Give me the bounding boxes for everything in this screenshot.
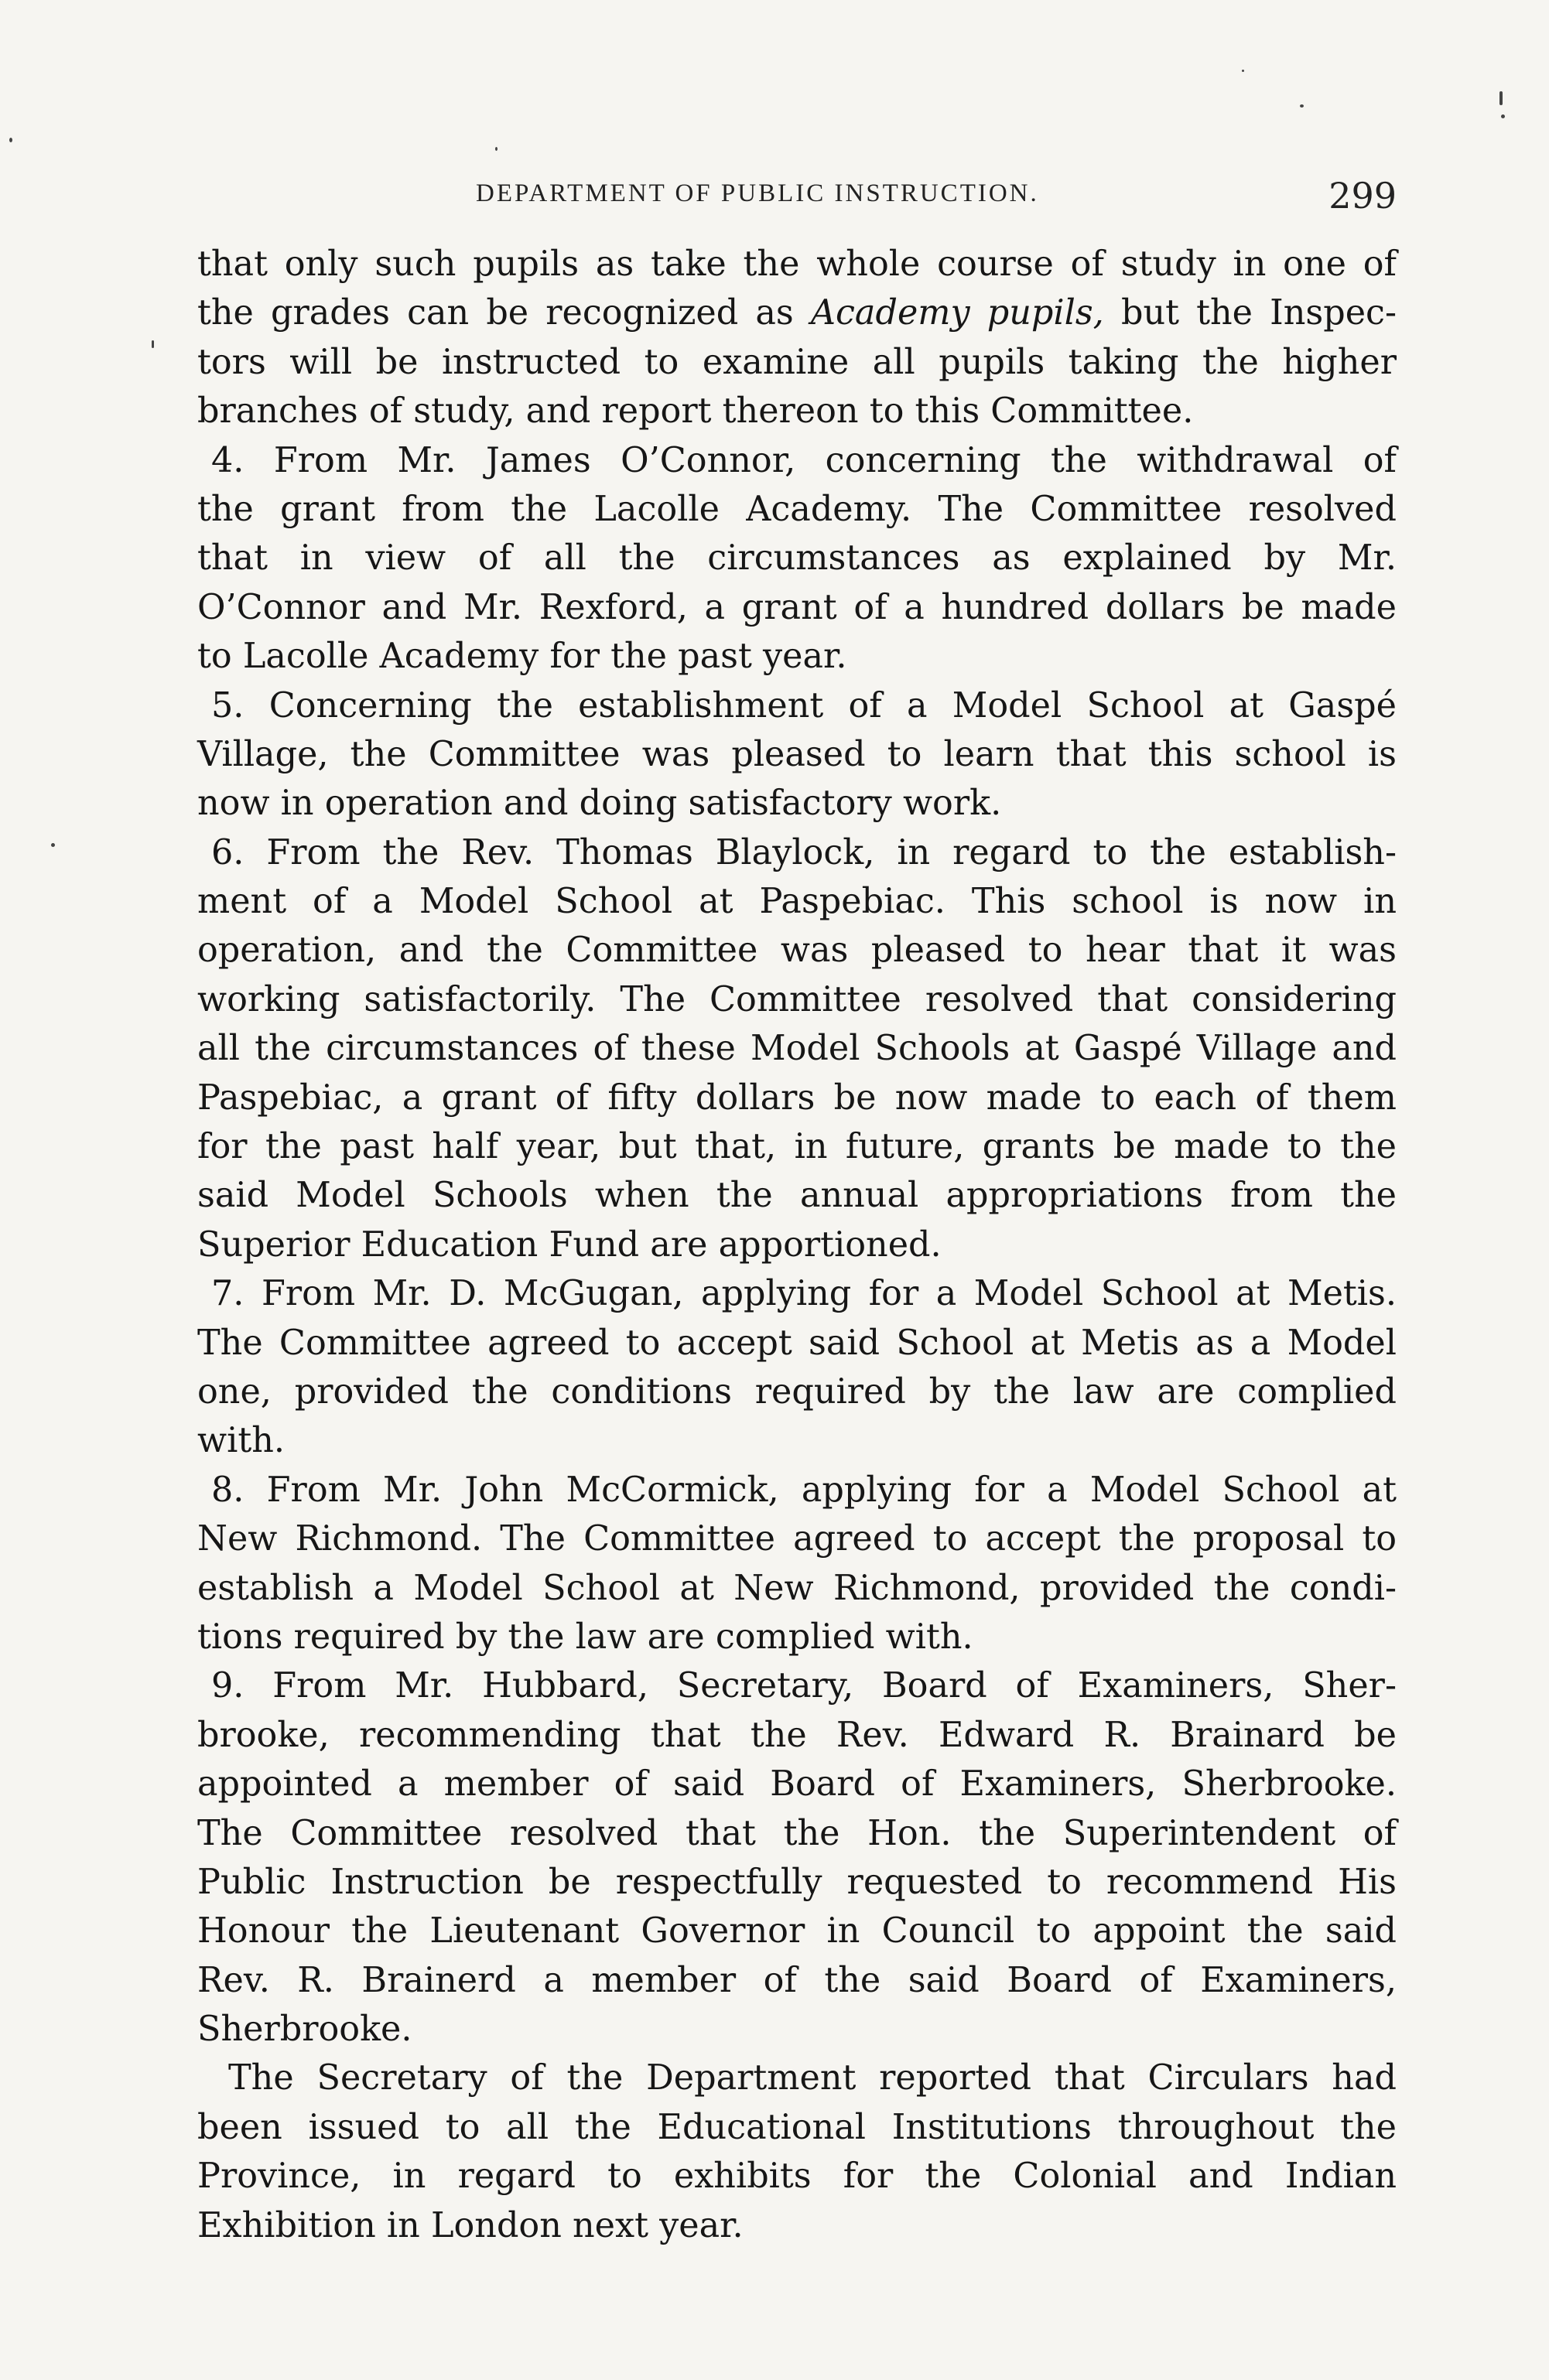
text-line: Rev. R. Brainerd a member of the said Board of Examiners, [197,1960,1397,2000]
italic-term: Academy pupils, [810,293,1104,333]
scan-speck [495,147,498,151]
text-line: branches of study, and report thereon to this Committee. [197,391,1194,432]
text-line: for the past half year, but that, in future, grants be made to the [197,1127,1397,1167]
text-line: one, provided the conditions required by the law are complied [197,1371,1397,1412]
text-line: brooke, recommending that the Rev. Edward R. Brainard be [197,1715,1397,1755]
text-line: now in operation and doing satisfactory work. [197,784,1002,824]
text-line: been issued to all the Educational Institutions throughout the [197,2107,1397,2147]
text-line: establish a Model School at New Richmond, provided the condi- [197,1568,1397,1608]
text-line: operation, and the Committee was pleased to hear that it was [197,930,1397,971]
scan-speck [152,340,154,348]
text-line: 5. Concerning the establishment of a Model School at Gaspé [211,685,1397,726]
line-segment: but the Inspec- [1103,293,1397,333]
text-line: New Richmond. The Committee agreed to accept the proposal to [197,1519,1397,1559]
text-line: all the circumstances of these Model Schools at Gaspé Village and [197,1029,1397,1069]
text-line: that in view of all the circumstances as explained by Mr. [197,538,1397,579]
text-line: Sherbrooke. [197,2010,412,2050]
text-line: tions required by the law are complied with. [197,1617,973,1657]
text-line: Province, in regard to exhibits for the Colonial and Indian [197,2156,1397,2197]
running-head [197,175,1397,221]
text-line: Public Instruction be respectfully requested to recommend His [197,1862,1397,1902]
scan-speck [1501,114,1505,118]
text-line: appointed a member of said Board of Examiners, Sherbrooke. [197,1764,1397,1805]
text-line: The Committee agreed to accept said School at Metis as a Model [197,1323,1397,1363]
body-text [197,240,1397,2250]
scan-speck [9,138,12,142]
text-line: Superior Education Fund are apportioned. [197,1224,942,1265]
text-line: with. [197,1421,286,1461]
text-line: Honour the Lieutenant Governor in Council to appoint the said [197,1911,1397,1951]
text-line: Paspebiac, a grant of fifty dollars be now made to each of them [197,1077,1397,1118]
scan-speck [1300,104,1304,108]
text-line: 6. From the Rev. Thomas Blaylock, in regard to the establish- [211,832,1397,872]
text-line: The Secretary of the Department reported that Circulars had [228,2058,1397,2098]
scan-speck [1242,70,1244,72]
text-line: ment of a Model School at Paspebiac. This school is now in [197,882,1397,922]
text-line: Village, the Committee was pleased to learn that this school is [197,734,1397,774]
text-line: 4. From Mr. James O’Connor, concerning the withdrawal of [211,440,1397,480]
text-line: said Model Schools when the annual appropriations from the [197,1176,1397,1216]
scan-speck [1499,91,1503,105]
text-line: to Lacolle Academy for the past year. [197,637,847,677]
text-line: 7. From Mr. D. McGugan, applying for a Model School at Metis. [211,1274,1397,1314]
text-line: working satisfactorily. The Committee resolved that considering [197,979,1397,1019]
text-line: the grant from the Lacolle Academy. The Committee resolved [197,489,1397,529]
text-line [197,289,1397,337]
text-line: that only such pupils as take the whole course of study in one of [197,244,1397,284]
text-line: 9. From Mr. Hubbard, Secretary, Board of Examiners, Sher- [211,1666,1397,1706]
line-segment: the grades can be recognized as [197,293,811,333]
text-line: Exhibition in London next year. [197,2205,744,2245]
text-line: O’Connor and Mr. Rexford, a grant of a hundred dollars be made [197,587,1397,627]
running-title: DEPARTMENT OF PUBLIC INSTRUCTION. [476,179,1039,207]
text-line: The Committee resolved that the Hon. the Superintendent of [197,1813,1397,1853]
scan-speck [51,843,55,847]
text-line: 8. From Mr. John McCormick, applying for a Model School at [211,1470,1397,1510]
page-number: 299 [1328,175,1397,217]
text-line: tors will be instructed to examine all pupils taking the higher [197,342,1397,382]
